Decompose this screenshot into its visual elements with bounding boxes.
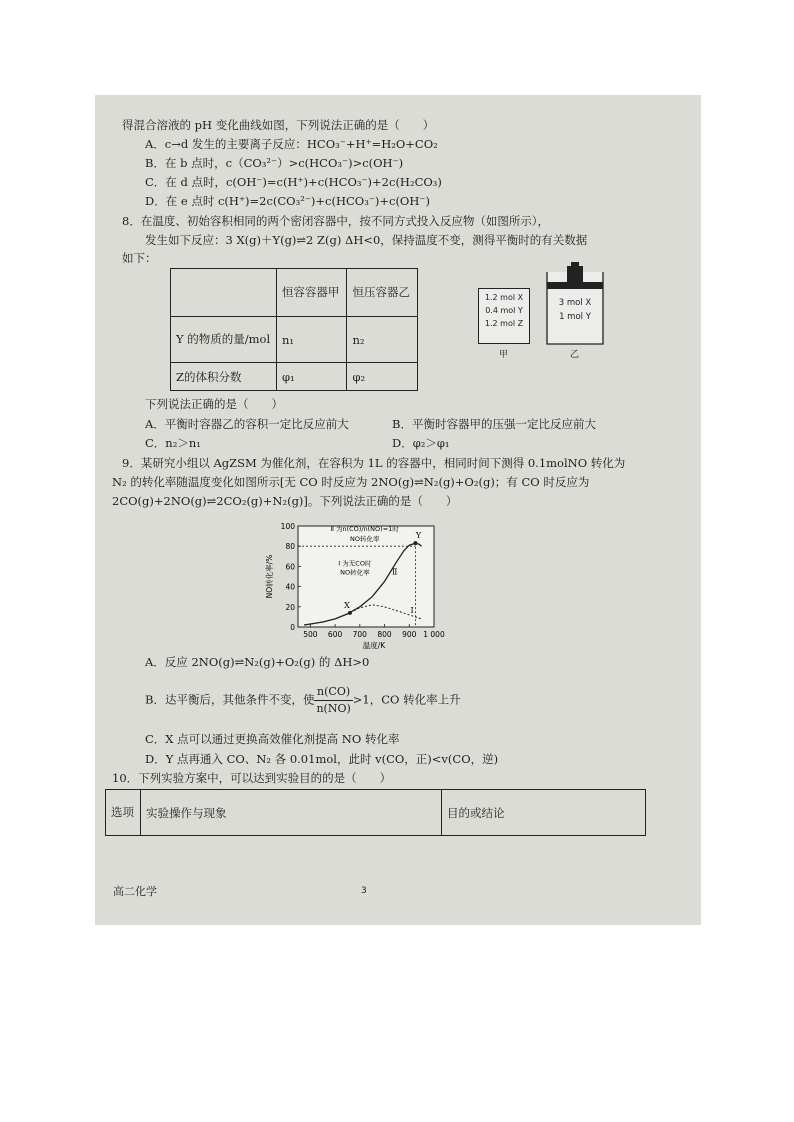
q8-table-header-yi: 恒压容器乙: [347, 269, 418, 317]
y-tick-label: 80: [285, 542, 295, 552]
series-ii-label: Ⅱ: [391, 567, 398, 577]
q8-option-d: D．φ₂＞φ₁: [392, 436, 450, 450]
q9-stem-line3: 2CO(g)+2NO(g)⇌2CO₂(g)+N₂(g)]。下列说法正确的是（ ）: [112, 494, 458, 508]
footer-subject: 高二化学: [113, 885, 157, 898]
x-tick-label: 800: [377, 630, 392, 639]
no-conversion-chart: [262, 510, 452, 658]
container-yi-line1: 3 mol X: [558, 298, 592, 308]
annotation-i-line2: NO转化率: [340, 568, 370, 577]
q8-stem-line2: 发生如下反应：3 X(g)＋Y(g)⇌2 Z(g) ΔH<0，保持温度不变，测得平衡时的有关数据: [145, 233, 588, 247]
q9-stem-line1: 9．某研究小组以 AgZSM 为催化剂，在容积为 1L 的容器中，相同时间下测得 0.1molNO 转化为: [122, 456, 626, 470]
point-x: [348, 611, 352, 615]
q9-option-b-text: B．达平衡后，其他条件不变，使: [145, 692, 315, 707]
q8-table-row2-label: Z的体积分数: [171, 363, 277, 391]
q8-table-phi1: φ₁: [276, 363, 347, 391]
q8-table-row1-label: Y 的物质的量/mol: [171, 317, 277, 363]
x-tick-label: 600: [327, 630, 343, 639]
q9-option-a: A．反应 2NO(g)⇌N₂(g)+O₂(g) 的 ΔH>0: [145, 655, 370, 669]
fraction-denominator: n(NO): [316, 702, 351, 715]
q9-option-c: C．X 点可以通过更换高效催化剂提高 NO 转化率: [145, 732, 400, 746]
x-tick-label: 700: [352, 630, 367, 639]
y-tick-label: 100: [280, 522, 295, 531]
container-yi-label: 乙: [570, 350, 580, 360]
page-number: 3: [361, 886, 367, 896]
q8-option-b: B．平衡时容器甲的压强一定比反应前大: [392, 417, 596, 431]
container-jia-diagram: [478, 288, 530, 344]
q8-table-n2: n₂: [347, 317, 418, 363]
q9-option-b: [145, 684, 461, 717]
q8-option-c: C．n₂＞n₁: [145, 436, 201, 450]
container-jia-line1: 1.2 mol X: [484, 293, 524, 302]
x-tick-label: 500: [303, 630, 318, 639]
q8-data-table: [170, 268, 418, 391]
container-jia-line2: 0.4 mol Y: [485, 306, 523, 315]
annotation-i: Ⅰ 为无CO时: [338, 559, 372, 568]
series-i-label: Ⅰ: [410, 605, 414, 615]
q8-stem-line3: 如下：: [122, 251, 157, 265]
q9-stem-line2: N₂ 的转化率随温度变化如图所示[无 CO 时反应为 2NO(g)⇌N₂(g)+O₂(g)；有 CO 时反应为: [112, 475, 590, 489]
y-tick-label: 0: [290, 623, 295, 632]
q10-col-operation: 实验操作与现象: [141, 790, 442, 836]
mole-ratio-fraction: [314, 684, 352, 717]
q8-table-phi2: φ₂: [347, 363, 418, 391]
q7-option-d: D．在 e 点时 c(H⁺)=2c(CO₃²⁻)+c(HCO₃⁻)+c(OH⁻): [145, 194, 430, 208]
q10-options-table: [105, 789, 646, 836]
q8-option-a: A．平衡时容器乙的容积一定比反应前大: [145, 417, 349, 431]
point-label-y: Y: [415, 531, 422, 541]
q9-option-d: D．Y 点再通入 CO、N₂ 各 0.01mol，此时 v(CO，正)<v(CO，逆): [145, 752, 499, 766]
q9-option-b-tail: >1，CO 转化率上升: [352, 692, 461, 707]
q7-option-b: B．在 b 点时，c（CO₃²⁻）>c(HCO₃⁻)>c(OH⁻): [145, 156, 404, 170]
x-tick-label: 1 000: [423, 630, 445, 639]
piston-icon: [547, 282, 603, 289]
q8-table-corner: [171, 269, 277, 317]
annotation-ii-line2: NO转化率: [350, 535, 380, 544]
y-tick-label: 20: [285, 602, 295, 612]
annotation-ii: Ⅱ 为n(CO)/n(NO)=1时: [330, 525, 399, 534]
point-y: [413, 541, 417, 545]
q7-stem: 得混合溶液的 pH 变化曲线如图，下列说法正确的是（ ）: [122, 118, 435, 132]
container-yi-contents: [552, 296, 598, 324]
weight-icon: [567, 266, 583, 282]
q8-table-header-jia: 恒容容器甲: [276, 269, 347, 317]
x-axis-label: 温度/K: [362, 641, 386, 650]
q7-option-a: A．c→d 发生的主要离子反应：HCO₃⁻+H⁺=H₂O+CO₂: [145, 137, 438, 151]
q10-col-conclusion: 目的或结论: [442, 790, 646, 836]
q8-table-n1: n₁: [276, 317, 347, 363]
y-tick-label: 60: [285, 562, 295, 572]
x-tick-label: 900: [402, 630, 417, 639]
fraction-numerator: n(CO): [314, 684, 352, 701]
container-jia-line3: 1.2 mol Z: [484, 319, 524, 328]
y-axis-label: NO转化率/%: [265, 554, 274, 599]
container-yi-line2: 1 mol Y: [559, 312, 591, 322]
q8-stem-line1: 8．在温度、初始容积相同的两个密闭容器中，按不同方式投入反应物（如图所示），: [122, 214, 550, 228]
point-label-x: X: [344, 600, 350, 610]
q10-col-option: 选项: [106, 790, 141, 836]
q7-option-c: C．在 d 点时，c(OH⁻)=c(H⁺)+c(HCO₃⁻)+2c(H₂CO₃): [145, 175, 442, 189]
q8-prompt: 下列说法正确的是（ ）: [145, 397, 283, 411]
container-jia-label: 甲: [499, 350, 509, 360]
q10-stem: 10．下列实验方案中，可以达到实验目的的是（ ）: [112, 771, 392, 785]
y-tick-label: 40: [285, 582, 295, 592]
